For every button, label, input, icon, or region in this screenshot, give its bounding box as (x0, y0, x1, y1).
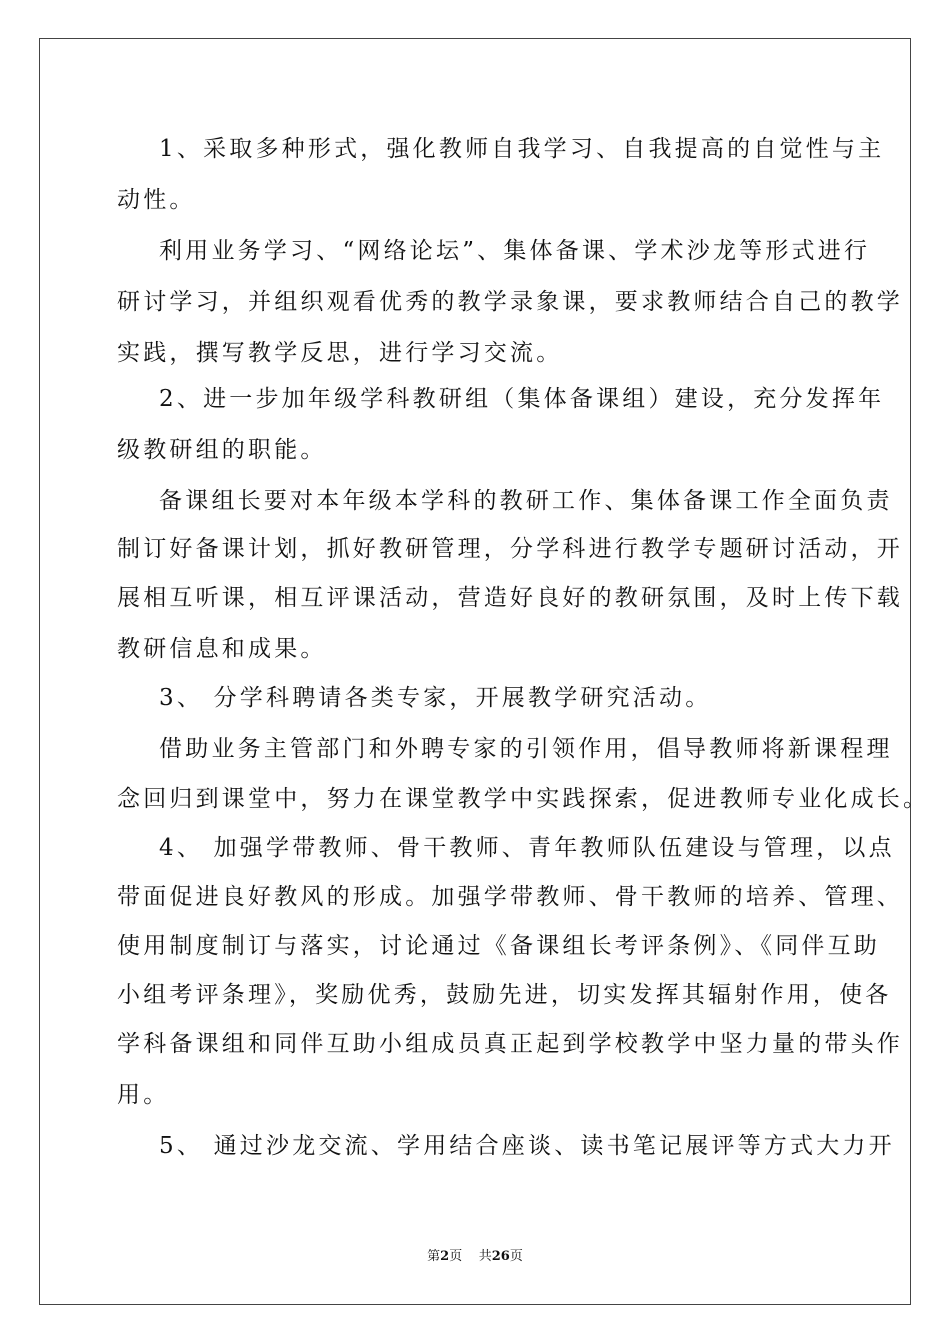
total-suffix: 页 (509, 1249, 523, 1264)
page-suffix: 页 (449, 1249, 463, 1264)
text-line: 制订好备课计划，抓好教研管理，分学科进行教学专题研讨活动，开 (117, 536, 903, 562)
text-line: 备课组长要对本年级本学科的教研工作、集体备课工作全面负责 (117, 488, 893, 514)
text-line: 带面促进良好教风的形成。加强学带教师、骨干教师的培养、管理、 (117, 884, 903, 910)
page-footer (0, 1245, 950, 1264)
text-line: 用。 (117, 1082, 170, 1108)
text-line: 实践，撰写教学反思，进行学习交流。 (117, 340, 563, 366)
text-line: 利用业务学习、“网络论坛”、集体备课、学术沙龙等形式进行 (117, 238, 871, 264)
page-number: 2 (440, 1249, 450, 1264)
text-line: 3、 分学科聘请各类专家，开展教学研究活动。 (117, 685, 712, 711)
text-line: 使用制度制订与落实，讨论通过《备课组长考评条例》、《同伴互助 (117, 933, 880, 959)
total-pages: 26 (491, 1249, 510, 1264)
text-line: 动性。 (117, 187, 196, 213)
text-line: 5、 通过沙龙交流、学用结合座谈、读书笔记展评等方式大力开 (117, 1133, 895, 1159)
text-line: 研讨学习，并组织观看优秀的教学录象课，要求教师结合自己的教学 (117, 289, 903, 315)
text-line: 展相互听课，相互评课活动，营造好良好的教研氛围，及时上传下载 (117, 585, 903, 611)
text-line: 念回归到课堂中，努力在课堂教学中实践探索，促进教师专业化成长。 (117, 786, 930, 812)
text-line: 4、 加强学带教师、骨干教师、青年教师队伍建设与管理，以点 (117, 835, 895, 861)
text-line: 级教研组的职能。 (117, 437, 327, 463)
text-line: 2、进一步加年级学科教研组（集体备课组）建设，充分发挥年 (117, 386, 885, 412)
text-line: 教研信息和成果。 (117, 636, 327, 662)
text-line: 学科备课组和同伴互助小组成员真正起到学校教学中坚力量的带头作 (117, 1031, 903, 1057)
text-line: 1、采取多种形式，强化教师自我学习、自我提高的自觉性与主 (117, 136, 885, 162)
page-prefix: 第 (427, 1249, 441, 1264)
text-line: 借助业务主管部门和外聘专家的引领作用，倡导教师将新课程理 (117, 736, 893, 762)
total-prefix: 共 (478, 1249, 492, 1264)
text-line: 小组考评条理》，奖励优秀，鼓励先进，切实发挥其辐射作用，使各 (117, 982, 892, 1008)
page-frame (39, 38, 911, 1305)
